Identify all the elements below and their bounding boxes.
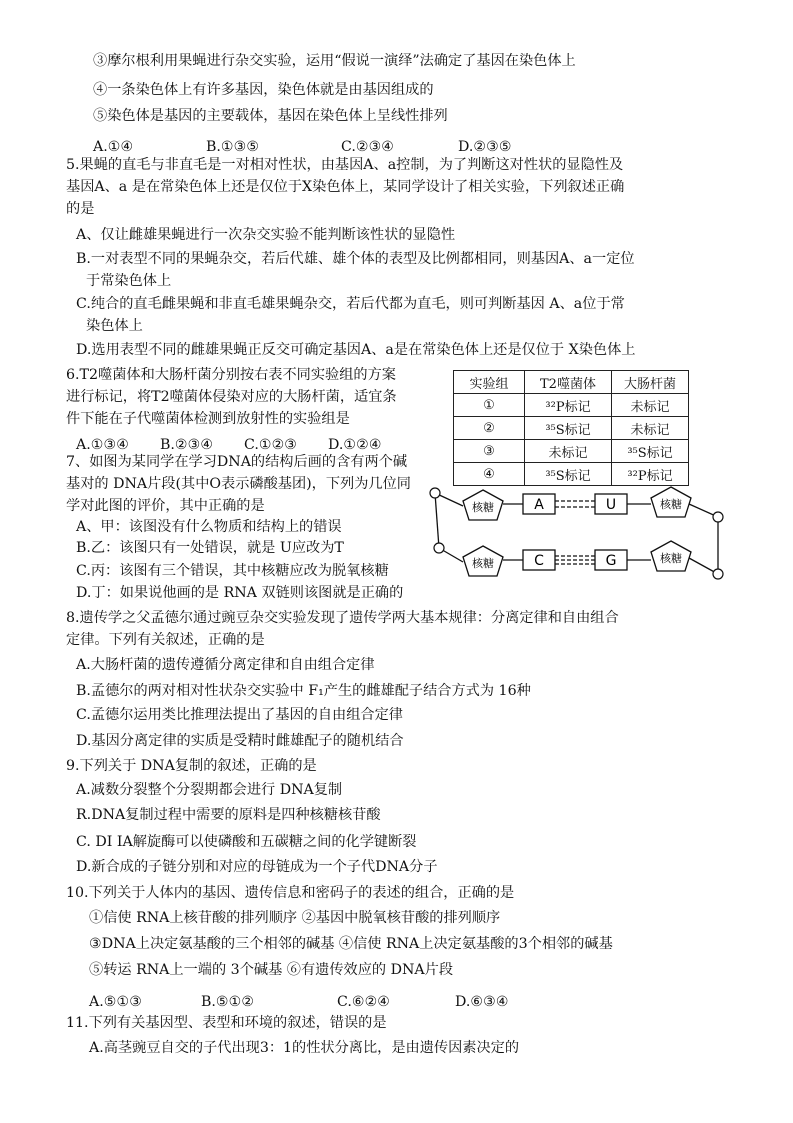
- q10-option-d: D.⑥③④: [455, 994, 509, 1010]
- q4-options: [93, 137, 512, 157]
- sugar-label: 核糖: [660, 552, 682, 565]
- table-header: T2噬菌体: [525, 371, 612, 394]
- q10-option-b: B.⑤①②: [201, 994, 255, 1010]
- base-label: A: [534, 497, 544, 513]
- text-line: 学对此图的评价，其中正确的是: [66, 498, 265, 514]
- text-line: 10.下列关于人体内的基因、遗传信息和密码子的表述的组合，正确的是: [66, 885, 515, 901]
- text-line: 基对的 DNA片段(其中O表示磷酸基团)，下列为几位同: [66, 476, 411, 492]
- q6-option-b: B.②③④: [160, 437, 214, 453]
- table-row: [454, 417, 689, 440]
- text-line: D.丁：如果说他画的是 RNA 双链则该图就是正确的: [76, 585, 404, 601]
- text-line: A、甲：该图没有什么物质和结构上的错误: [76, 519, 342, 535]
- text-line: ③DNA上决定氨基酸的三个相邻的碱基 ④信使 RNA上决定氨基酸的3个相邻的碱基: [89, 936, 613, 952]
- base-label: U: [605, 497, 617, 513]
- text-line: 基因A、a 是在常染色体上还是仅位于X染色体上，某同学设计了相关实验，下列叙述正确: [66, 179, 625, 195]
- text-line: 6.T2噬菌体和大肠杆菌分别按右表不同实验组的方案: [66, 367, 396, 383]
- q10-option-a: A.⑤①③: [89, 994, 142, 1010]
- text-line: ①信使 RNA上核苷酸的排列顺序 ②基因中脱氧核苷酸的排列顺序: [89, 910, 501, 926]
- text-line: B.一对表型不同的果蝇杂交，若后代雄、雄个体的表型及比例都相同，则基因A、a一定位: [76, 251, 635, 267]
- text-line: D.选用表型不同的雌雄果蝇正反交可确定基因A、a是在常染色体上还是仅位于 X染色体上: [76, 342, 636, 358]
- text-line: 于常染色体上: [86, 273, 172, 289]
- text-line: B.乙：该图只有一处错误，就是 U应改为T: [76, 540, 344, 556]
- sugar-label: 核糖: [472, 501, 494, 514]
- table-cell: 未标记: [612, 417, 689, 440]
- text-line: ⑤染色体是基因的主要载体，基因在染色体上呈线性排列: [93, 108, 448, 124]
- text-line: C.孟德尔运用类比推理法提出了基因的自由组合定律: [76, 707, 403, 723]
- text-line: A.高茎豌豆自交的子代出现3：1的性状分离比，是由遗传因素决定的: [89, 1040, 520, 1056]
- base-label: G: [605, 553, 617, 569]
- phosphate-group: [713, 512, 723, 522]
- text-line: 定律。下列有关叙述，正确的是: [66, 632, 265, 648]
- q4-option-a: A.①④: [93, 139, 134, 155]
- text-line: ③摩尔根利用果蝇进行杂交实验，运用“假说一演绎”法确定了基因在染色体上: [93, 53, 576, 69]
- table-row: [454, 463, 689, 486]
- table-cell: 未标记: [525, 440, 612, 463]
- text-line: D.新合成的子链分别和对应的母链成为一个子代DNA分子: [76, 859, 438, 875]
- text-line: ⑤转运 RNA上一端的 3个碱基 ⑥有遗传效应的 DNA片段: [89, 962, 454, 978]
- text-line: C.纯合的直毛雌果蝇和非直毛雄果蝇杂交，若后代都为直毛，则可判断基因 A、a位于常: [76, 296, 625, 312]
- sugar-label: 核糖: [660, 498, 682, 511]
- table-cell: ④: [454, 463, 525, 486]
- dna-fragment-diagram: [427, 484, 727, 584]
- table-row: [454, 394, 689, 417]
- text-line: D.基因分离定律的实质是受精时雌雄配子的随机结合: [76, 733, 404, 749]
- text-line: B.孟德尔的两对相对性状杂交实验中 F₁产生的雌雄配子结合方式为 16种: [76, 683, 531, 699]
- text-line: 5.果蝇的直毛与非直毛是一对相对性状，由基因A、a控制，为了判断这对性状的显隐性及: [66, 157, 624, 173]
- q4-option-d: D.②③⑤: [458, 139, 512, 155]
- text-line: C. DI IA解旋酶可以使磷酸和五碳糖之间的化学键断裂: [76, 834, 417, 850]
- table-cell: ³⁵S标记: [525, 417, 612, 440]
- table-cell: ³⁵S标记: [612, 440, 689, 463]
- phosphate-group: [713, 569, 723, 579]
- phosphate-group: [430, 488, 440, 498]
- table-cell: ³⁵S标记: [525, 463, 612, 486]
- q4-option-c: C.②③④: [341, 139, 395, 155]
- text-line: A、仅让雌雄果蝇进行一次杂交实验不能判断该性状的显隐性: [76, 227, 456, 243]
- table-header: 大肠杆菌: [612, 371, 689, 394]
- text-line: 7、如图为某同学在学习DNA的结构后画的含有两个碱: [66, 454, 408, 470]
- table-cell: ②: [454, 417, 525, 440]
- table-row: [454, 440, 689, 463]
- text-line: 进行标记，将T2噬菌体侵染对应的大肠杆菌，适宜条: [66, 389, 397, 405]
- sugar-label: 核糖: [472, 557, 494, 570]
- text-line: 染色体上: [86, 318, 143, 334]
- q10-options: [89, 992, 509, 1012]
- text-line: R.DNA复制过程中需要的原料是四种核糖核苷酸: [76, 807, 381, 823]
- base-label: C: [534, 553, 544, 569]
- text-line: 8.遗传学之父孟德尔通过豌豆杂交实验发现了遗传学两大基本规律：分离定律和自由组合: [66, 610, 619, 626]
- table-header-row: [454, 371, 689, 394]
- text-line: 9.下列关于 DNA复制的叙述，正确的是: [66, 758, 317, 774]
- text-line: 件下能在子代噬菌体检测到放射性的实验组是: [66, 411, 350, 427]
- q6-option-a: A.①③④: [76, 437, 129, 453]
- table-cell: ³²P标记: [612, 463, 689, 486]
- table-cell: ①: [454, 394, 525, 417]
- text-line: A.大肠杆菌的遗传遵循分离定律和自由组合定律: [76, 657, 375, 673]
- phosphate-group: [434, 543, 444, 553]
- table-cell: 未标记: [612, 394, 689, 417]
- table-cell: ③: [454, 440, 525, 463]
- text-line: ④一条染色体上有许多基因，染色体就是由基因组成的: [93, 82, 434, 98]
- text-line: 11.下列有关基因型、表型和环境的叙述，错误的是: [66, 1015, 387, 1031]
- table-cell: ³²P标记: [525, 394, 612, 417]
- table-header: 实验组: [454, 371, 525, 394]
- q4-option-b: B.①③⑤: [206, 139, 260, 155]
- q6-options: [76, 435, 382, 455]
- text-line: C.丙：该图有三个错误，其中核糖应改为脱氧核糖: [76, 563, 389, 579]
- text-line: A.减数分裂整个分裂期都会进行 DNA复制: [76, 782, 343, 798]
- labeling-table: [453, 370, 689, 486]
- q6-option-c: C.①②③: [244, 437, 298, 453]
- q10-option-c: C.⑥②④: [337, 994, 391, 1010]
- text-line: 的是: [66, 201, 95, 217]
- q6-option-d: D.①②④: [328, 437, 382, 453]
